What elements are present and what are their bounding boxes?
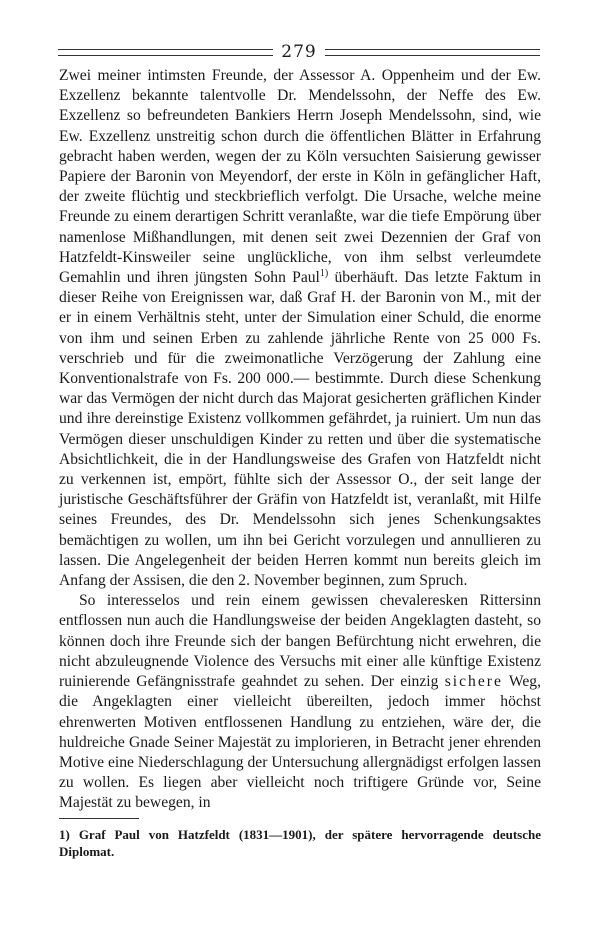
- footnote-reference: 1): [319, 267, 329, 279]
- page-header: [58, 42, 540, 62]
- header-rule-left: [58, 49, 273, 56]
- paragraph-1: [59, 66, 541, 591]
- paragraph-1-text-b: überhäuft. Das letzte Faktum in dieser Reihe von Ereignissen war, daß Graf H. der Baronin von M., mit der er in einem Verhältnis steht, unter der Simulation einer Schuld, die enorme von ihm und seinen Erben zu zahlende jährliche Rente von 25 000 Fs. verschrieb und für die zweimonatliche Verzögerung der Zahlung eine Konventionalstrafe von Fs. 200 000.— bestimmte. Durch diese Schenkung war das Vermögen der nicht durch das Majorat gesicherten gräflichen Kinder und ihre dereinstige Existenz vollkommen gefährdet, ja ruiniert. Um nun das Vermögen dieser unschuldigen Kinder zu retten und über die systematische Absichtlichkeit, die in der Handlungsweise des Grafen von Hatzfeldt nicht zu verkennen ist, empört, fühlte sich der Assessor O., der seit lange der juristische Geschäftsführer der Gräfin von Hatzfeldt ist, veranlaßt, mit Hilfe seines Freundes, des Dr. Mendelssohn sich jenes Schenkungsaktes bemächtigen zu wollen, um ihn bei Gericht vorzulegen und annullieren zu lassen. Die Angelegenheit der beiden Herren kommt nun bereits gleich im Anfang der Assisen, die den 2. November beginnen, zum Spruch.: [59, 269, 541, 590]
- paragraph-2: [59, 591, 541, 813]
- emphasis-sichere: sichere: [444, 673, 503, 691]
- footnote-marker: 1): [59, 827, 70, 842]
- paragraph-2-text-b: Weg, die Angeklagten einer vielleicht übereilten, jedoch immer höchst ehrenwerten Motiven entflossenen Handlung zu entziehen, wäre der, die huldreiche Gnade Seiner Majestät zu implorieren, in Betracht jener ehrenden Motive eine Niederschlagung der Untersuchung allergnädigst erfolgen lassen zu wollen. Es liegen aber vielleicht noch triftigere Gründe vor, Seine Majestät zu bewegen, in: [59, 673, 541, 812]
- paragraph-2-text-a: So interesselos und rein einem gewissen chevaleresken Rittersinn entflossen nun auch die Handlungsweise der beiden Angeklagten dasteht, so können doch ihre Freunde sich der bangen Befürchtung nicht erwehren, die nicht abzuleugnende Violence des Versuchs mit einer alle künftige Existenz ruinierende Gefängnisstrafe geahndet zu sehen. Der einzig: [59, 592, 541, 691]
- paragraph-1-text-a: Zwei meiner intimsten Freunde, der Assessor A. Oppenheim und der Ew. Exzellenz bekannte talentvolle Dr. Mendelssohn, der Neffe des Ew. Exzellenz so befreundeten Bankiers Herrn Joseph Mendelssohn, sind, wie Ew. Exzellenz unstreitig schon durch die öffentlichen Blätter in Erfahrung gebracht haben werden, wegen der zu Köln versuchten Saisierung gewisser Papiere der Baronin von Meyendorf, der erste in Köln in gefänglicher Haft, der zweite flüchtig und steckbrieflich verfolgt. Die Ursache, welche meine Freunde zu einem derartigen Schritt veranlaßte, war die tiefe Empörung über namenlose Mißhandlungen, mit denen seit zwei Dezennien der Graf von Hatzfeldt-Kinsweiler seine unglückliche, von ihm selbst verleumdete Gemahlin und ihren jüngsten Sohn Paul: [59, 67, 541, 287]
- page-number: 279: [281, 42, 317, 62]
- body-text: [59, 66, 541, 814]
- footnote-divider: [59, 818, 139, 819]
- header-rule-right: [325, 49, 540, 56]
- footnote: [59, 826, 541, 860]
- footnote-text: Graf Paul von Hatzfeldt (1831—1901), der spätere hervorragende deutsche Diplomat.: [59, 827, 542, 859]
